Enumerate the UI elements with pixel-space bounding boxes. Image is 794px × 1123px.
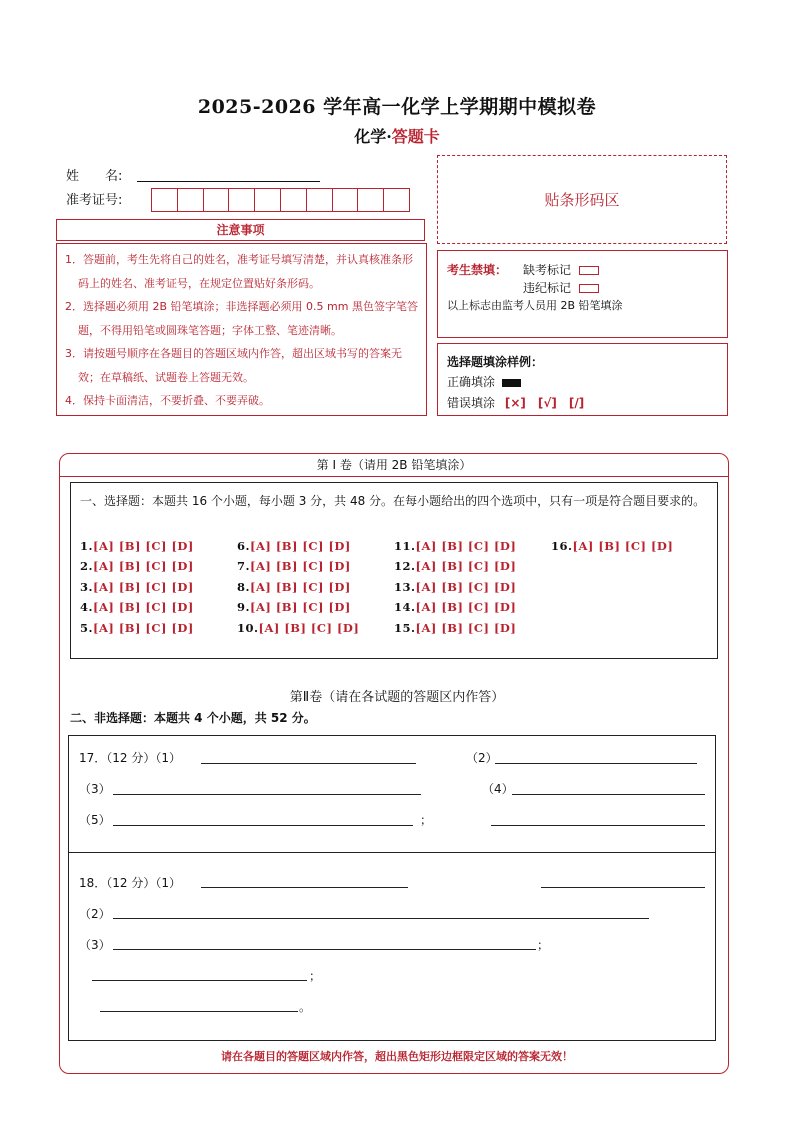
mc-question[interactable]: [80, 600, 194, 614]
mc-options[interactable]: [A] [B] [C] [D]: [572, 539, 674, 553]
q17-answer-1[interactable]: [201, 763, 416, 764]
absent-mark-label: 缺考标记: [523, 263, 572, 277]
mc-options[interactable]: [A] [B] [C] [D]: [415, 580, 517, 594]
exam-id-digit-box[interactable]: [333, 188, 359, 212]
section2-heading: 第Ⅱ卷（请在各试题的答题区内作答）: [289, 690, 505, 705]
mc-options[interactable]: [A] [B] [C] [D]: [93, 600, 194, 614]
correct-fill-row: [447, 373, 521, 390]
wrong-fill-marks: [×] [√] [/]: [504, 396, 585, 410]
notice-item: 3．请按题号顺序在各题目的答题区域内作答，超出区域书写的答案无效；在草稿纸、试题卷上答题无效。: [65, 347, 402, 384]
q18-answer-1a[interactable]: [201, 887, 408, 888]
subtitle-answer-card: 答题卡: [391, 127, 440, 146]
mc-question[interactable]: [237, 539, 351, 553]
mc-question-number: 16.: [551, 539, 573, 553]
q17-part4-label: （4）: [482, 782, 514, 796]
mc-question-number: 12.: [394, 559, 416, 573]
name-field[interactable]: [137, 181, 320, 182]
absent-mark-box[interactable]: [579, 266, 599, 275]
exam-id-digit-box[interactable]: [229, 188, 255, 212]
q17-answer-2[interactable]: [495, 763, 697, 764]
q17-answer-5a[interactable]: [113, 825, 413, 826]
barcode-area: [437, 155, 727, 244]
mc-question-number: 8.: [237, 580, 251, 594]
q17-semicolon: ；: [420, 813, 433, 827]
mc-options[interactable]: [A] [B] [C] [D]: [93, 559, 194, 573]
name-label: 姓 名:: [66, 169, 123, 184]
mc-question-number: 3.: [80, 580, 94, 594]
q17-part3-label: （3）: [79, 782, 111, 796]
mc-question-number: 13.: [394, 580, 416, 594]
mc-question[interactable]: [394, 559, 516, 573]
q17-answer-3[interactable]: [113, 794, 421, 795]
mc-question[interactable]: [551, 539, 673, 553]
q17-answer-4[interactable]: [512, 794, 705, 795]
mc-options[interactable]: [A] [B] [C] [D]: [415, 621, 517, 635]
section1-description: 一、选择题：本题共 16 个小题，每小题 3 分，共 48 分。在每小题给出的四个选项中，只有一项是符合题目要求的。: [80, 494, 706, 508]
mc-options[interactable]: [A] [B] [C] [D]: [415, 600, 517, 614]
q17-part5-label: （5）: [79, 813, 111, 827]
absent-mark-row: [523, 261, 599, 278]
q17-label: 17．（12 分）（1）: [79, 751, 181, 765]
page-subtitle: [0, 124, 794, 147]
mc-options[interactable]: [A] [B] [C] [D]: [415, 539, 517, 553]
exam-id-digit-box[interactable]: [255, 188, 281, 212]
mc-options[interactable]: [A] [B] [C] [D]: [250, 600, 351, 614]
mc-question-number: 10.: [237, 621, 259, 635]
mc-options[interactable]: [A] [B] [C] [D]: [258, 621, 360, 635]
exam-id-digit-box[interactable]: [358, 188, 384, 212]
mc-question[interactable]: [394, 580, 516, 594]
mc-question-number: 6.: [237, 539, 251, 553]
exam-id-boxes[interactable]: [151, 188, 410, 212]
wrong-fill-row: [447, 394, 584, 411]
mc-question[interactable]: [80, 559, 194, 573]
subtitle-subject: 化学·: [354, 127, 392, 146]
mc-question-number: 14.: [394, 600, 416, 614]
q18-answer-1b[interactable]: [541, 887, 705, 888]
mc-options[interactable]: [A] [B] [C] [D]: [93, 621, 194, 635]
section2-description: 二、非选择题：本题共 4 个小题，共 52 分。: [70, 711, 316, 725]
q17-part2-label: （2）: [466, 751, 498, 765]
q18-part3-label: （3）: [79, 938, 111, 952]
exam-id-digit-box[interactable]: [204, 188, 230, 212]
q18-semicolon-2: ；: [309, 969, 322, 983]
mc-options[interactable]: [A] [B] [C] [D]: [93, 580, 194, 594]
mc-question[interactable]: [80, 539, 194, 553]
violation-mark-label: 违纪标记: [523, 281, 572, 295]
mc-question-number: 1.: [80, 539, 94, 553]
section1-heading: 第 I 卷（请用 2B 铅笔填涂）: [316, 458, 472, 472]
notice-item: 4．保持卡面清洁，不要折叠、不要弄破。: [65, 394, 270, 407]
violation-mark-row: [523, 279, 599, 296]
q18-semicolon-1: ；: [537, 938, 550, 952]
notice-item: 1．答题前，考生先将自己的姓名，准考证号填写清楚，并认真核准条形码上的姓名、准考证号，在规定位置贴好条形码。: [65, 253, 413, 290]
question-divider: [68, 852, 716, 853]
notice-heading: 注意事项: [56, 219, 425, 241]
mc-question[interactable]: [237, 600, 351, 614]
exam-id-digit-box[interactable]: [151, 188, 178, 212]
q18-answer-3a[interactable]: [113, 949, 536, 950]
examiner-only-box: [437, 250, 728, 338]
mc-question-number: 4.: [80, 600, 94, 614]
section1-divider: [59, 476, 729, 477]
correct-fill-label: 正确填涂: [447, 375, 496, 389]
violation-mark-box[interactable]: [579, 284, 599, 293]
q18-period: 。: [299, 1000, 312, 1014]
examiner-only-note: 以上标志由监考人员用 2B 铅笔填涂: [447, 299, 623, 312]
mc-question[interactable]: [394, 621, 516, 635]
q18-label: 18．（12 分）（1）: [79, 876, 181, 890]
mc-options[interactable]: [A] [B] [C] [D]: [250, 539, 351, 553]
mc-options[interactable]: [A] [B] [C] [D]: [415, 559, 517, 573]
mc-options[interactable]: [A] [B] [C] [D]: [250, 559, 351, 573]
barcode-area-label: 贴条形码区: [544, 191, 620, 209]
mc-question-number: 2.: [80, 559, 94, 573]
mc-question[interactable]: [237, 621, 359, 635]
exam-id-digit-box[interactable]: [281, 188, 307, 212]
mc-question-number: 15.: [394, 621, 416, 635]
mc-question[interactable]: [80, 621, 194, 635]
mc-options[interactable]: [A] [B] [C] [D]: [250, 580, 351, 594]
exam-id-digit-box[interactable]: [178, 188, 204, 212]
mc-question-number: 11.: [394, 539, 416, 553]
mc-question[interactable]: [80, 580, 194, 594]
exam-id-label: 准考证号:: [66, 193, 123, 208]
q18-part2-label: （2）: [79, 907, 111, 921]
mc-question[interactable]: [237, 580, 351, 594]
q18-answer-3b[interactable]: [92, 980, 307, 981]
fill-sample-box: [437, 343, 728, 416]
mc-question-number: 7.: [237, 559, 251, 573]
mc-question-number: 5.: [80, 621, 94, 635]
q18-answer-3c[interactable]: [100, 1011, 298, 1012]
q17-answer-5b[interactable]: [491, 825, 705, 826]
correct-fill-mark: [502, 379, 521, 387]
mc-question-number: 9.: [237, 600, 251, 614]
exam-id-digit-box[interactable]: [307, 188, 333, 212]
mc-question[interactable]: [237, 559, 351, 573]
q18-answer-2[interactable]: [113, 918, 649, 919]
mc-question[interactable]: [394, 539, 516, 553]
wrong-fill-label: 错误填涂: [447, 396, 496, 410]
fill-sample-label: 选择题填涂样例：: [447, 355, 544, 369]
examiner-only-label: 考生禁填：: [447, 263, 508, 277]
footer-warning: 请在各题目的答题区域内作答，超出黑色矩形边框限定区域的答案无效！: [221, 1050, 573, 1063]
page-title: 2025-2026 学年高一化学上学期期中模拟卷: [197, 96, 597, 118]
notice-item: 2．选择题必须用 2B 铅笔填涂；非选择题必须用 0.5 mm 黑色签字笔答题，不得用铅笔或圆珠笔答题；字体工整、笔迹清晰。: [65, 300, 418, 337]
notice-list: [56, 243, 427, 416]
exam-id-digit-box[interactable]: [384, 188, 410, 212]
mc-question[interactable]: [394, 600, 516, 614]
mc-options[interactable]: [A] [B] [C] [D]: [93, 539, 194, 553]
